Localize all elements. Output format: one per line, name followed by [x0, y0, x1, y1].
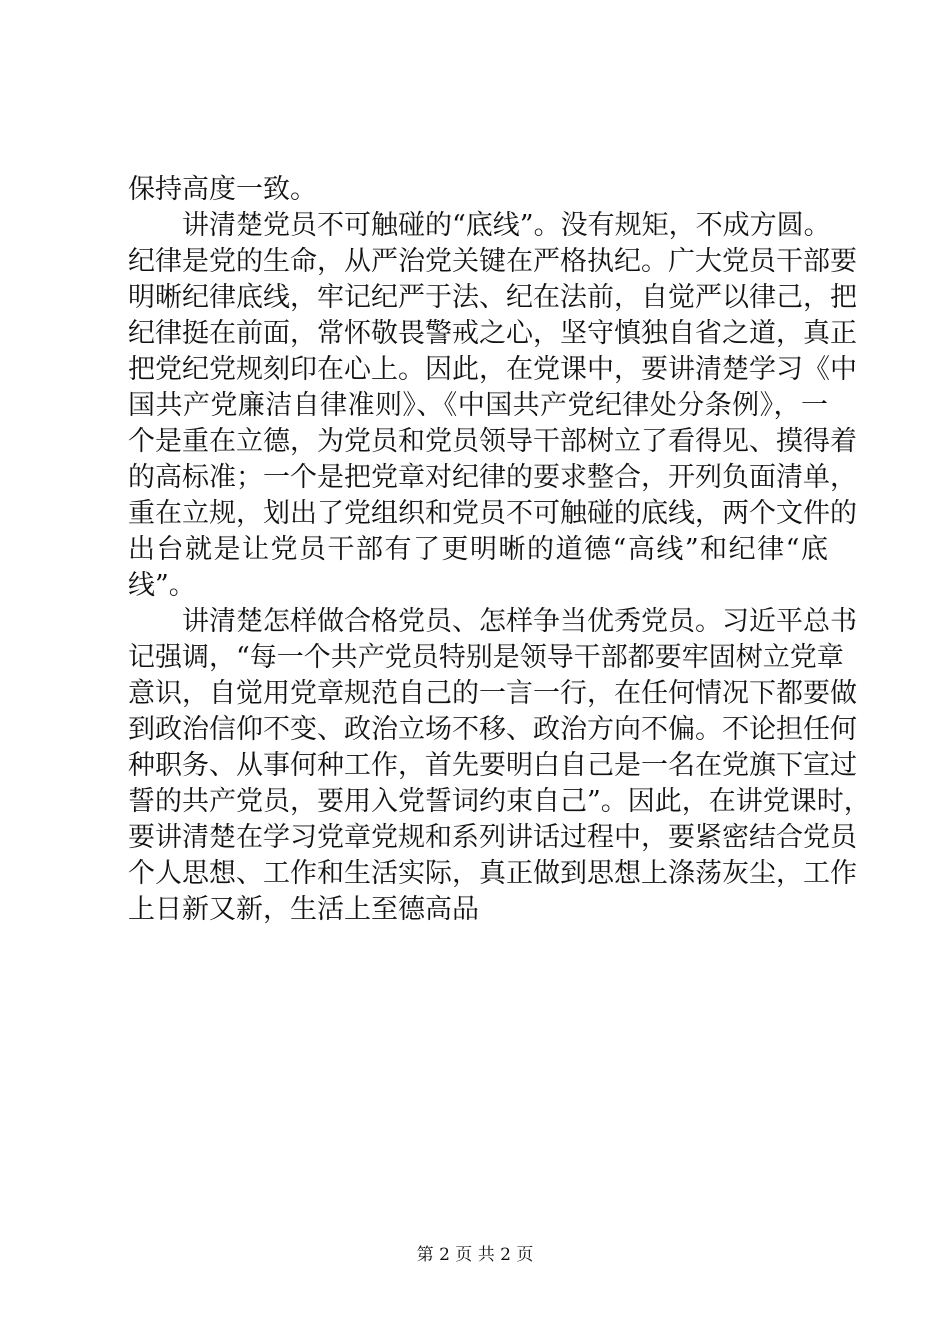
- paragraph-line: 重在立规，划出了党组织和党员不可触碰的底线，两个文件的: [128, 498, 857, 529]
- paragraph-line: 誓的共产党员，要用入党誓词约束自己”。因此，在讲党课时，: [128, 786, 871, 817]
- paragraph-line: 个是重在立德，为党员和党员领导干部树立了看得见、摸得着: [128, 426, 857, 457]
- page-number-footer: 第 2 页 共 2 页: [416, 1245, 534, 1265]
- paragraph-line: 保持高度一致。: [128, 174, 317, 205]
- paragraph-line: 把党纪党规刻印在心上。因此，在党课中，要讲清楚学习《中: [128, 354, 857, 385]
- paragraph-line: 纪律是党的生命，从严治党关键在严格执纪。广大党员干部要: [128, 246, 857, 277]
- paragraph-line: 意识，自觉用党章规范自己的一言一行，在任何情况下都要做: [128, 678, 857, 709]
- paragraph-line: 的高标准；一个是把党章对纪律的要求整合，开列负面清单，: [128, 462, 857, 493]
- paragraph-line: 记强调，“每一个共产党员特别是领导干部都要牢固树立党章: [128, 642, 844, 673]
- paragraph-line: 讲清楚怎样做合格党员、怎样争当优秀党员。习近平总书: [182, 606, 857, 637]
- paragraph-line: 到政治信仰不变、政治立场不移、政治方向不偏。不论担任何: [128, 714, 857, 745]
- paragraph-line: 明晰纪律底线，牢记纪严于法、纪在法前，自觉严以律己，把: [128, 282, 857, 313]
- paragraph-line: 纪律挺在前面，常怀敬畏警戒之心，坚守慎独自省之道，真正: [128, 318, 857, 349]
- paragraph-line: 国共产党廉洁自律准则》、《中国共产党纪律处分条例》，一: [128, 390, 828, 421]
- paragraph-line: 要讲清楚在学习党章党规和系列讲话过程中，要紧密结合党员: [128, 822, 857, 853]
- paragraph-line: 出台就是让党员干部有了更明晰的道德“高线”和纪律“底: [128, 534, 828, 565]
- paragraph-line: 讲清楚党员不可触碰的“底线”。没有规矩，不成方圆。: [182, 210, 831, 241]
- paragraph-line: 上日新又新，生活上至德高品: [128, 894, 479, 925]
- paragraph-line: 种职务、从事何种工作，首先要明白自己是一名在党旗下宣过: [128, 750, 857, 781]
- paragraph-line: 线”。: [128, 570, 196, 601]
- paragraph-line: 个人思想、工作和生活实际，真正做到思想上涤荡灰尘，工作: [128, 858, 857, 889]
